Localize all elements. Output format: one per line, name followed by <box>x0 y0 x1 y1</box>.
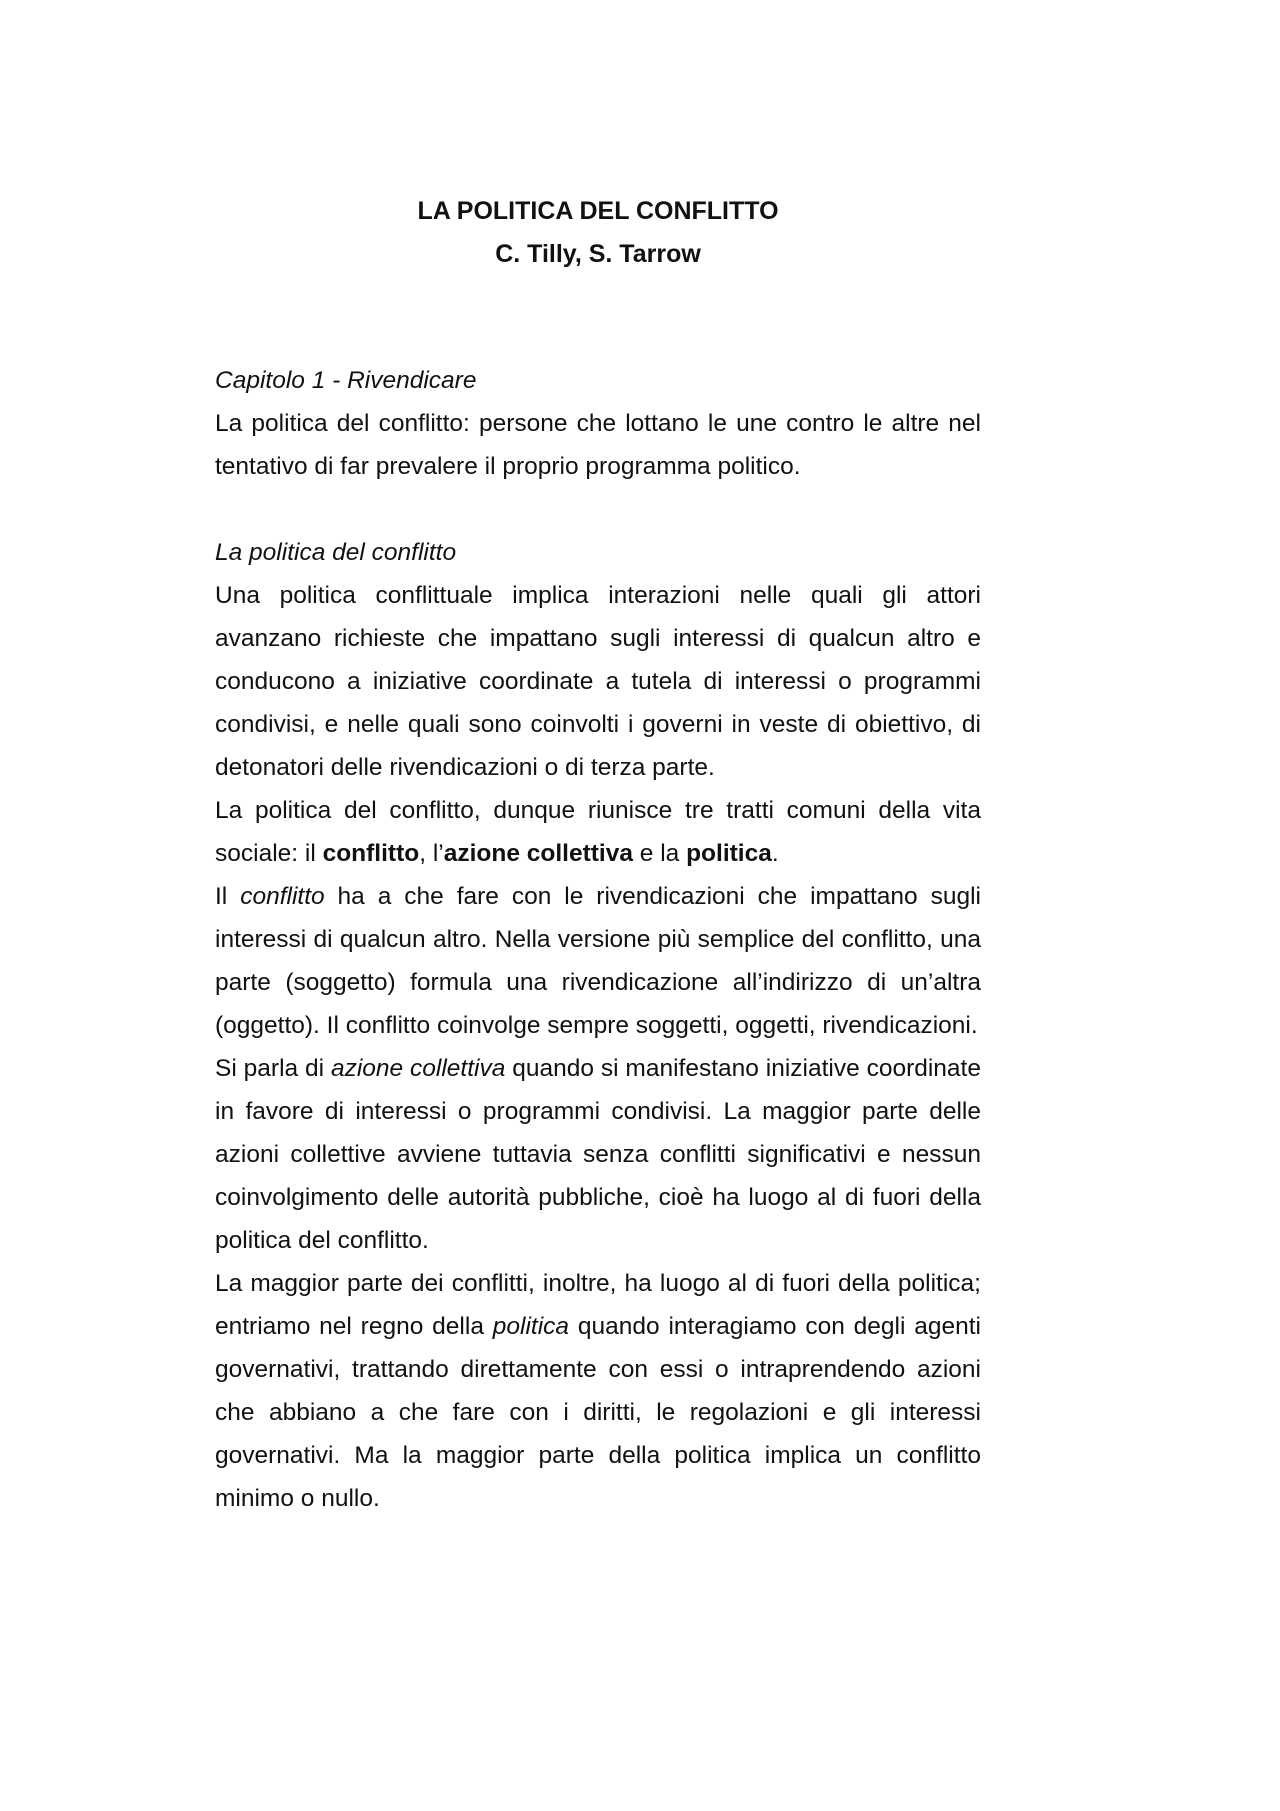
term-politica: politica <box>686 840 772 867</box>
paragraph-3 <box>215 875 981 1047</box>
document-authors: C. Tilly, S. Tarrow <box>495 240 701 268</box>
paragraph-4 <box>215 1047 981 1262</box>
paragraph-4-text: quando si manifestano iniziative coordinate in favore di interessi o programmi condivisi. La maggior parte delle azioni collettive avviene tuttavia senza conflitti significativi e nessun coinvolgimento delle autorità pubbliche, cioè ha luogo al di fuori della politica del conflitto. <box>215 1055 981 1254</box>
paragraph-5 <box>215 1262 981 1520</box>
paragraph-2-text: , l’ <box>419 840 444 867</box>
term-azione-collettiva: azione collettiva <box>443 840 633 867</box>
paragraph-2-text: . <box>771 840 779 867</box>
document-body <box>215 359 981 1520</box>
paragraph-2 <box>215 789 981 875</box>
emphasis-conflitto: conflitto <box>240 883 325 910</box>
chapter-heading: Capitolo 1 - Rivendicare <box>215 367 477 394</box>
paragraph-1: Una politica conflittuale implica interazioni nelle quali gli attori avanzano richieste che impattano sugli interessi di qualcun altro e conducono a iniziative coordinate a tutela di interessi o programmi condivisi, e nelle quali sono coinvolti i governi in veste di obiettivo, di detonatori delle rivendicazioni o di terza parte. <box>215 582 981 781</box>
emphasis-politica: politica <box>492 1313 570 1340</box>
term-conflitto: conflitto <box>322 840 420 867</box>
paragraph-3-text: Il <box>215 883 241 910</box>
document-title: LA POLITICA DEL CONFLITTO <box>417 197 779 225</box>
paragraph-2-text: La politica del conflitto, dunque riunisce tre tratti comuni della vita sociale: il <box>215 797 981 867</box>
paragraph-2-text: e la <box>632 840 687 867</box>
paragraph-3-text: ha a che fare con le rivendicazioni che impattano sugli interessi di qualcun altro. Nella versione più semplice del conflitto, una parte (soggetto) formula una rivendicazione all’indirizzo di un’altra (oggetto). Il conflitto coinvolge sempre soggetti, oggetti, rivendicazioni. <box>215 883 982 1039</box>
paragraph-4-text: Si parla di <box>215 1055 331 1082</box>
emphasis-azione-collettiva: azione collettiva <box>330 1055 506 1082</box>
paragraph-5-text: La maggior parte dei conflitti, inoltre, ha luogo al di fuori della politica; entriamo nel regno della <box>215 1270 981 1340</box>
chapter-intro: La politica del conflitto: persone che lottano le une contro le altre nel tentativo di far prevalere il proprio programma politico. <box>215 410 981 480</box>
paragraph-5-text: quando interagiamo con degli agenti governativi, trattando direttamente con essi o intraprendendo azioni che abbiano a che fare con i diritti, le regolazioni e gli interessi governativi. Ma la maggior parte della politica implica un conflitto minimo o nullo. <box>215 1313 981 1512</box>
section-heading: La politica del conflitto <box>215 539 457 566</box>
paragraph-spacer <box>215 488 981 531</box>
title-block <box>0 190 1196 276</box>
